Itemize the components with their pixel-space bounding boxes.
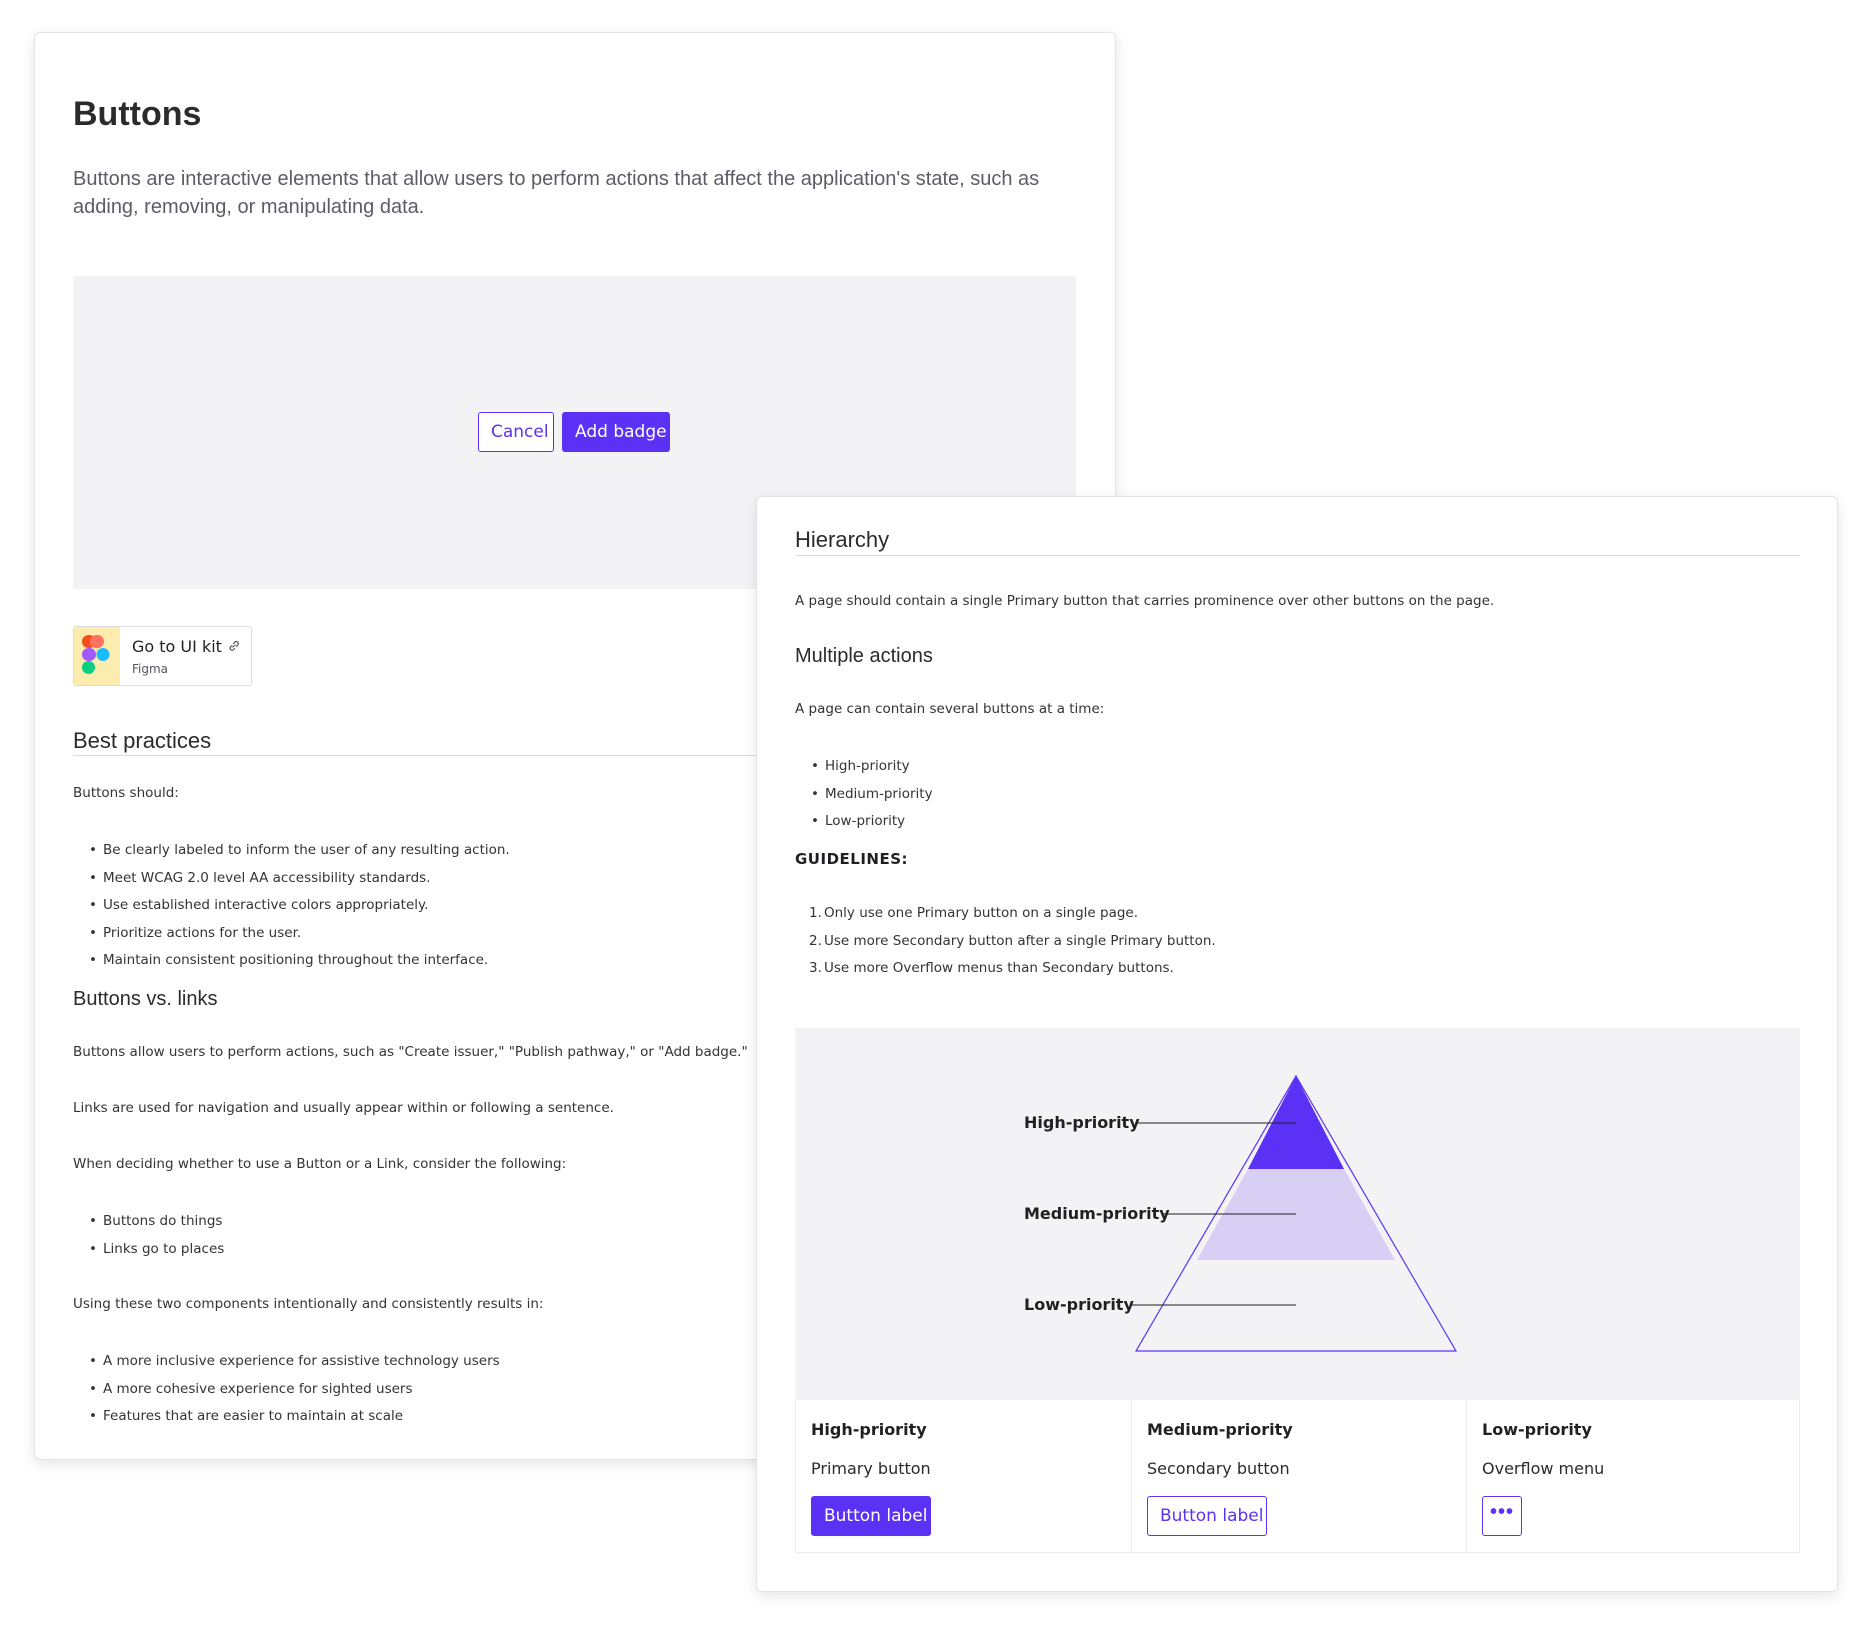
pyramid-graphic: [795, 1028, 1800, 1400]
list-item: • Links go to places: [89, 1239, 224, 1267]
ui-kit-source: Figma: [132, 662, 169, 676]
guidelines-heading: GUIDELINES:: [795, 850, 909, 868]
priority-pyramid-diagram: [795, 1028, 1800, 1400]
paragraph: When deciding whether to use a Button or a Link, consider the following:: [73, 1156, 567, 1172]
best-practices-list: [89, 840, 510, 978]
ui-kit-label: Go to UI kit: [132, 637, 241, 656]
list-item: 3. Use more Overflow menus than Secondary buttons.: [809, 960, 1174, 976]
priority-table: [795, 1400, 1800, 1553]
primary-button-example[interactable]: Button label: [811, 1496, 931, 1536]
list-item: • Features that are easier to maintain at scale: [89, 1406, 500, 1434]
list-item: • A more inclusive experience for assistive technology users: [89, 1351, 500, 1379]
page-title: Buttons: [73, 95, 202, 133]
priority-column-high: [796, 1400, 1131, 1552]
pyramid-label-medium: Medium-priority: [1024, 1204, 1170, 1223]
list-item: • Be clearly labeled to inform the user of any resulting action.: [89, 840, 510, 868]
paragraph: Using these two components intentionally and consistently results in:: [73, 1296, 544, 1312]
list-item: • A more cohesive experience for sighted users: [89, 1379, 500, 1407]
buttons-links-list: [89, 1211, 224, 1266]
column-subtitle: Primary button: [811, 1459, 931, 1478]
divider: [795, 555, 1800, 556]
priority-column-low: [1466, 1400, 1801, 1552]
link-icon: [227, 639, 241, 653]
pyramid-label-high: High-priority: [1024, 1113, 1140, 1132]
hierarchy-intro: A page should contain a single Primary button that carries prominence over other buttons on the page.: [795, 593, 1495, 609]
results-list: [89, 1351, 500, 1434]
buttons-vs-links-heading: Buttons vs. links: [73, 988, 218, 1010]
add-badge-button[interactable]: Add badge: [562, 412, 670, 452]
priority-list: [811, 756, 933, 839]
column-subtitle: Secondary button: [1147, 1459, 1290, 1478]
best-practices-heading: Best practices: [73, 728, 212, 753]
overflow-menu-button[interactable]: •••: [1482, 1496, 1522, 1536]
pyramid-label-low: Low-priority: [1024, 1295, 1134, 1314]
hierarchy-doc-card: [756, 496, 1838, 1592]
list-item: • Low-priority: [811, 811, 933, 839]
ui-kit-link[interactable]: [73, 626, 252, 686]
secondary-button-example[interactable]: Button label: [1147, 1496, 1267, 1536]
figma-logo-icon: [74, 627, 120, 685]
list-item: • Maintain consistent positioning throughout the interface.: [89, 950, 510, 978]
paragraph: Links are used for navigation and usually appear within or following a sentence.: [73, 1100, 614, 1116]
column-title: Low-priority: [1482, 1420, 1592, 1439]
column-title: Medium-priority: [1147, 1420, 1293, 1439]
intro-text: Buttons are interactive elements that allow users to perform actions that affect the application's state, such as adding, removing, or manipulating data.: [73, 168, 1040, 218]
priority-column-medium: [1131, 1400, 1466, 1552]
list-item: • Use established interactive colors appropriately.: [89, 895, 510, 923]
hierarchy-heading: Hierarchy: [795, 527, 890, 552]
cancel-button[interactable]: Cancel: [478, 412, 554, 452]
guidelines-list: [809, 903, 1216, 986]
list-item: 2. Use more Secondary button after a single Primary button.: [809, 932, 1216, 949]
list-item: • Meet WCAG 2.0 level AA accessibility standards.: [89, 868, 510, 896]
best-practices-lead: Buttons should:: [73, 785, 179, 801]
list-item: • Prioritize actions for the user.: [89, 923, 510, 951]
column-title: High-priority: [811, 1420, 927, 1439]
column-subtitle: Overflow menu: [1482, 1459, 1605, 1478]
paragraph: Buttons allow users to perform actions, such as "Create issuer," "Publish pathway," or "Add badge.": [73, 1044, 748, 1060]
list-item: • Buttons do things: [89, 1211, 224, 1239]
list-item: • High-priority: [811, 756, 933, 784]
multiple-actions-lead: A page can contain several buttons at a time:: [795, 701, 1105, 717]
list-item: • Medium-priority: [811, 784, 933, 812]
multiple-actions-heading: Multiple actions: [795, 645, 933, 667]
list-item: 1. Only use one Primary button on a single page.: [809, 905, 1139, 921]
